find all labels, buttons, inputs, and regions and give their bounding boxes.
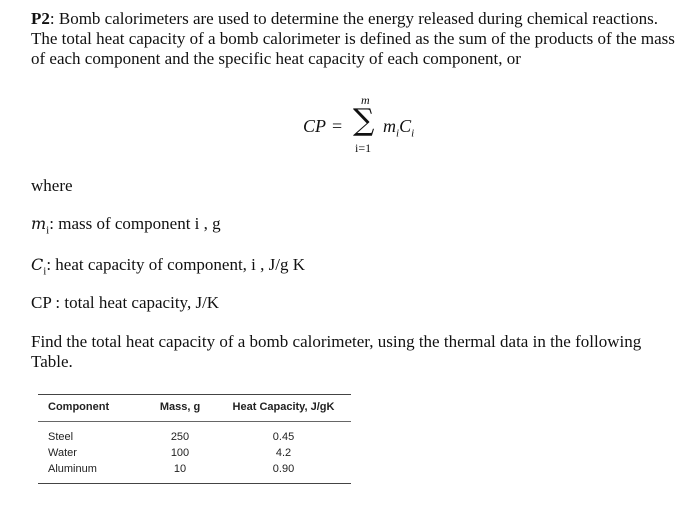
cell-component: Water (48, 447, 77, 459)
def-heat-text: heat capacity of component, i , J/g K (51, 255, 306, 274)
cell-heat-capacity: 0.45 (272, 431, 295, 443)
def-mass-text: mass of component i , g (53, 214, 221, 233)
formula-lhs (303, 116, 342, 137)
header-heat-capacity: Heat Capacity, J/gK (216, 395, 351, 422)
def-cp-symbol: CP (31, 293, 52, 312)
formula-equals: = (332, 116, 343, 136)
def-cp-text: : total heat capacity, J/K (51, 293, 220, 312)
term-c: C (399, 116, 412, 136)
where-label: where (31, 176, 73, 195)
problem-intro-text: : Bomb calorimeters are used to determine the energy released during chemical reactions. The total heat capacity of a bomb calorimeter is defined as the sum of the products of the mass of each component and the specific heat capacity of each component, or (31, 9, 675, 68)
def-heat-sub: i (43, 265, 47, 278)
term-c-sub: i (411, 127, 415, 140)
cell-heat-capacity: 0.90 (216, 461, 351, 484)
heat-capacity-formula (303, 86, 443, 156)
thermal-data-table (38, 394, 351, 484)
term-m: m (383, 116, 396, 136)
definition-heat-capacity (31, 255, 305, 277)
sum-upper-limit: m (361, 93, 370, 107)
definition-mass (31, 214, 221, 236)
cell-component: Steel (48, 431, 74, 443)
formula-term (383, 116, 414, 140)
instruction-text: Find the total heat capacity of a bomb calorimeter, using the thermal data in the following Table. (31, 332, 642, 371)
table-row (38, 461, 351, 484)
cell-mass: 100 (170, 447, 190, 459)
cell-heat-capacity: 4.2 (275, 447, 292, 459)
def-mass-symbol: m (31, 214, 47, 233)
table-header-row (38, 395, 351, 422)
summation-symbol: ∑ (353, 103, 375, 138)
definition-total-heat-capacity (31, 293, 219, 313)
problem-label: P2 (31, 9, 50, 28)
cell-mass: 250 (170, 431, 190, 443)
cell-component: Aluminum (38, 461, 144, 484)
sum-lower-limit: i=1 (355, 141, 372, 155)
table-row (38, 422, 351, 446)
cell-mass: 10 (144, 461, 216, 484)
problem-statement (31, 9, 676, 69)
header-mass: Mass, g (144, 395, 216, 422)
header-component: Component (38, 395, 144, 422)
def-mass-sep: : (49, 214, 54, 233)
table-row (38, 445, 351, 461)
def-heat-symbol: C (31, 255, 44, 274)
formula-cp: CP (303, 116, 327, 136)
def-mass-sub: i (46, 224, 50, 237)
def-heat-sep: : (46, 255, 52, 274)
term-m-sub: i (396, 127, 400, 140)
